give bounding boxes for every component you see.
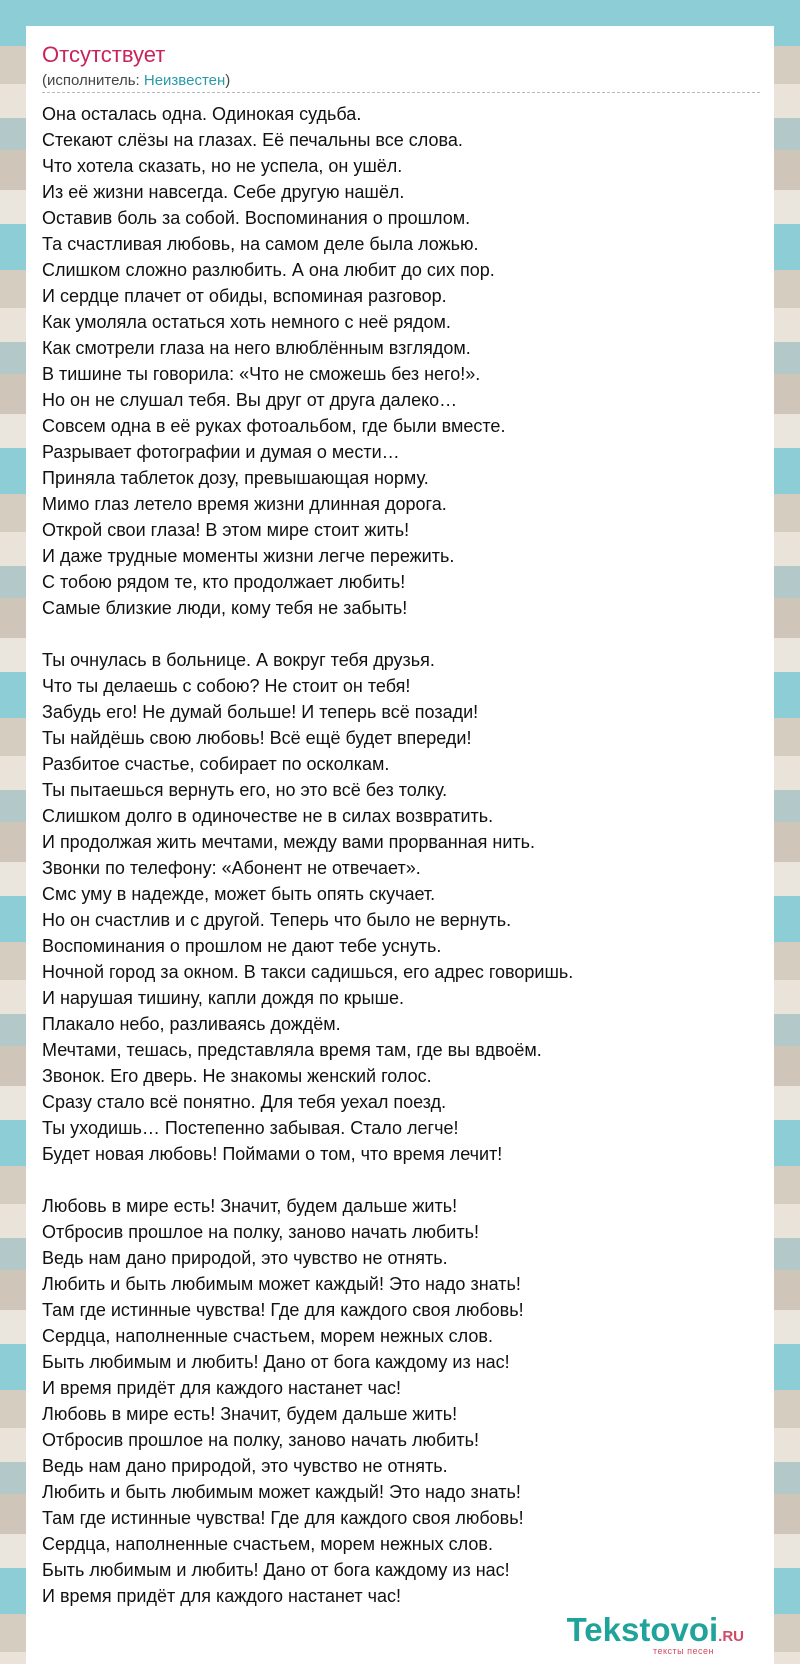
lyric-line: Но он счастлив и с другой. Теперь что было не вернуть. xyxy=(42,910,512,930)
lyric-line: И время придёт для каждого настанет час! xyxy=(42,1586,401,1606)
artist-line xyxy=(42,72,230,90)
song-title: Отсутствует xyxy=(42,42,166,67)
lyric-line: И время придёт для каждого настанет час! xyxy=(42,1378,401,1398)
lyric-line: В тишине ты говорила: «Что не сможешь без него!». xyxy=(42,364,481,384)
artist-link[interactable]: Неизвестен xyxy=(143,72,226,89)
lyric-line: Стекают слёзы на глазах. Её печальны все слова. xyxy=(42,130,463,150)
lyric-line: Сердца, наполненные счастьем, морем нежных слов. xyxy=(42,1534,493,1554)
brand-tld: .RU xyxy=(718,1628,744,1645)
lyric-line: Отбросив прошлое на полку, заново начать любить! xyxy=(42,1430,479,1450)
lyric-line: Что хотела сказать, но не успела, он ушёл. xyxy=(42,156,403,176)
brand-tagline: тексты песен xyxy=(652,1646,714,1656)
lyric-line: Ночной город за окном. В такси садишься, его адрес говоришь. xyxy=(42,962,574,982)
lyric-line: И сердце плачет от обиды, вспоминая разговор. xyxy=(42,286,447,306)
lyric-line: Слишком сложно разлюбить. А она любит до сих пор. xyxy=(42,260,495,280)
artist-suffix: ) xyxy=(225,72,231,89)
header-divider xyxy=(42,92,760,93)
lyric-line: Совсем одна в её руках фотоальбом, где были вместе. xyxy=(42,416,506,436)
lyric-line: Ведь нам дано природой, это чувство не отнять. xyxy=(42,1456,448,1476)
lyric-line: Открой свои глаза! В этом мире стоит жить! xyxy=(42,520,410,540)
lyric-line: Как смотрели глаза на него влюблённым взглядом. xyxy=(42,338,471,358)
lyric-line: Приняла таблеток дозу, превышающая норму. xyxy=(42,468,429,488)
lyrics-stanza xyxy=(42,101,762,621)
lyric-line: Мимо глаз летело время жизни длинная дорога. xyxy=(42,494,447,514)
lyric-line: Любовь в мире есть! Значит, будем дальше жить! xyxy=(42,1404,458,1424)
lyric-line: Любить и быть любимым может каждый! Это надо знать! xyxy=(42,1274,521,1294)
lyric-line: Там где истинные чувства! Где для каждого своя любовь! xyxy=(42,1508,524,1528)
lyric-line: Сердца, наполненные счастьем, морем нежных слов. xyxy=(42,1326,493,1346)
lyric-line: Как умоляла остаться хоть немного с неё рядом. xyxy=(42,312,451,332)
brand-name: Tekstovoi xyxy=(566,1611,719,1648)
lyric-line: Она осталась одна. Одинокая судьба. xyxy=(42,104,362,124)
lyric-line: Любить и быть любимым может каждый! Это надо знать! xyxy=(42,1482,521,1502)
lyric-line: Ты очнулась в больнице. А вокруг тебя друзья. xyxy=(42,650,435,670)
lyric-line: Из её жизни навсегда. Себе другую нашёл. xyxy=(42,182,405,202)
lyric-line: И продолжая жить мечтами, между вами прорванная нить. xyxy=(42,832,536,852)
lyric-line: Смс уму в надежде, может быть опять скучает. xyxy=(42,884,436,904)
lyric-line: Что ты делаешь с собою? Не стоит он тебя! xyxy=(42,676,411,696)
lyric-line: Ведь нам дано природой, это чувство не отнять. xyxy=(42,1248,448,1268)
lyric-line: Звонок. Его дверь. Не знакомы женский голос. xyxy=(42,1066,432,1086)
lyric-line: Звонки по телефону: «Абонент не отвечает». xyxy=(42,858,421,878)
lyric-line: Быть любимым и любить! Дано от бога каждому из нас! xyxy=(42,1352,510,1372)
lyric-line: Разбитое счастье, собирает по осколкам. xyxy=(42,754,390,774)
lyric-line: Самые близкие люди, кому тебя не забыть! xyxy=(42,598,408,618)
lyric-line: Ты уходишь… Постепенно забывая. Стало легче! xyxy=(42,1118,459,1138)
lyric-line: И нарушая тишину, капли дождя по крыше. xyxy=(42,988,405,1008)
artist-prefix: (исполнитель: xyxy=(42,72,144,89)
site-watermark xyxy=(567,1613,744,1656)
lyrics-text xyxy=(42,101,762,1635)
lyric-line: С тобою рядом те, кто продолжает любить! xyxy=(42,572,406,592)
lyric-line: Забудь его! Не думай больше! И теперь всё позади! xyxy=(42,702,479,722)
lyric-line: Плакало небо, разливаясь дождём. xyxy=(42,1014,341,1034)
lyric-line: Ты пытаешься вернуть его, но это всё без толку. xyxy=(42,780,448,800)
lyric-line: Ты найдёшь свою любовь! Всё ещё будет впереди! xyxy=(42,728,472,748)
lyric-line: Мечтами, тешась, представляла время там, где вы вдвоём. xyxy=(42,1040,542,1060)
lyric-line: Будет новая любовь! Поймами о том, что время лечит! xyxy=(42,1144,503,1164)
lyric-line: Сразу стало всё понятно. Для тебя уехал поезд. xyxy=(42,1092,447,1112)
lyric-line: Но он не слушал тебя. Вы друг от друга далеко… xyxy=(42,390,458,410)
lyrics-stanza xyxy=(42,647,762,1167)
lyrics-page xyxy=(26,26,774,1664)
lyric-line: Воспоминания о прошлом не дают тебе уснуть. xyxy=(42,936,442,956)
lyrics-stanza xyxy=(42,1193,762,1609)
lyric-line: Любовь в мире есть! Значит, будем дальше жить! xyxy=(42,1196,458,1216)
lyric-line: Быть любимым и любить! Дано от бога каждому из нас! xyxy=(42,1560,510,1580)
lyric-line: Разрывает фотографии и думая о мести… xyxy=(42,442,400,462)
lyric-line: Та счастливая любовь, на самом деле была ложью. xyxy=(42,234,479,254)
lyric-line: И даже трудные моменты жизни легче пережить. xyxy=(42,546,455,566)
lyric-line: Отбросив прошлое на полку, заново начать любить! xyxy=(42,1222,479,1242)
lyric-line: Оставив боль за собой. Воспоминания о прошлом. xyxy=(42,208,471,228)
lyric-line: Слишком долго в одиночестве не в силах возвратить. xyxy=(42,806,494,826)
lyric-line: Там где истинные чувства! Где для каждого своя любовь! xyxy=(42,1300,524,1320)
